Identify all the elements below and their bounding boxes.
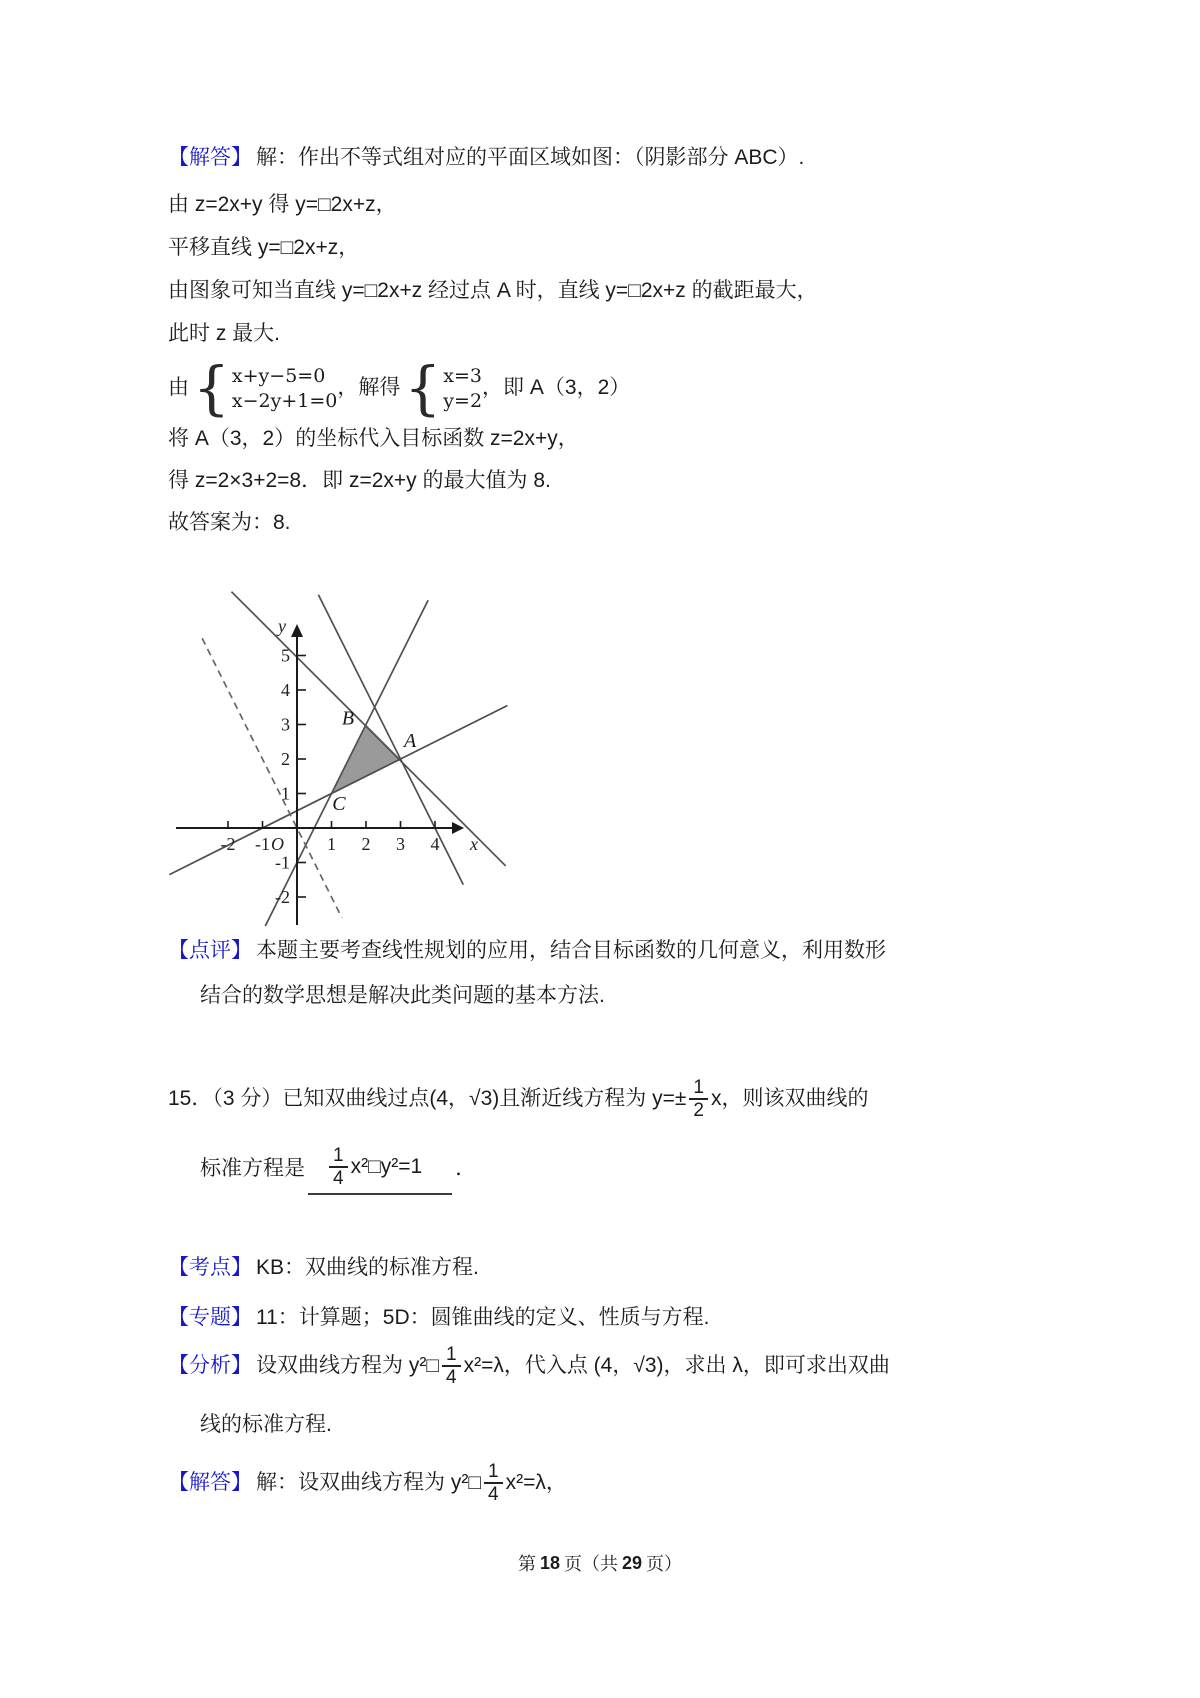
jieda15-pre: 解：设双曲线方程为 y²□ — [256, 1471, 482, 1494]
equation-top: x+y−5=0 — [231, 364, 326, 387]
x-tick-label: 3 — [396, 834, 405, 854]
comment14-line1 — [168, 936, 886, 966]
section-label-jieda: 【解答】 — [168, 1471, 252, 1494]
solution14-answer: 故答案为：8. — [168, 511, 291, 534]
jieda15-fraction — [484, 1462, 503, 1504]
jieda15-post: x²=λ， — [505, 1471, 567, 1494]
solution14-intro-line — [168, 143, 804, 173]
x-tick-label: 1 — [327, 834, 336, 854]
fraction-numerator: 1 — [442, 1345, 461, 1367]
y-tick-label: -1 — [275, 852, 290, 873]
solution-bottom: y=2 — [443, 389, 483, 412]
point-label-C: C — [332, 793, 346, 816]
footer-page-number: 18 — [539, 1552, 560, 1573]
y-tick-label: -2 — [275, 887, 290, 907]
solution14-step3: 由图象可知当直线 y=□2x+z 经过点 A 时，直线 y=□2x+z 的截距最大， — [168, 279, 818, 302]
fraction-numerator: 1 — [689, 1078, 708, 1100]
section-label-kaodian: 【考点】 — [168, 1256, 252, 1279]
footer-post: 页） — [646, 1554, 683, 1574]
fenxi-post: x²=λ，代入点 (4，√3)，求出 λ，即可求出双曲 — [463, 1354, 890, 1377]
plot-line — [318, 595, 463, 885]
y-tick-label: 1 — [281, 783, 290, 804]
y-tick-label: 2 — [281, 749, 290, 769]
problem15-mid: 且渐近线方程为 y=± — [499, 1087, 687, 1110]
solution14-equation-system — [168, 352, 630, 424]
solution-top: x=3 — [443, 364, 483, 387]
y-tick-label: 5 — [281, 645, 290, 666]
fraction-denominator: 4 — [446, 1367, 457, 1388]
equation-stack-2 — [443, 366, 482, 411]
fraction-numerator: 1 — [484, 1462, 503, 1484]
fraction-denominator: 2 — [693, 1100, 704, 1121]
solution14-intro-text: 解：作出不等式组对应的平面区域如图：（阴影部分 ABC）. — [256, 146, 805, 169]
section-label-dianping: 【点评】 — [168, 939, 252, 962]
system-suffix: ，即 A（3，2） — [482, 376, 631, 399]
footer-total-pages: 29 — [622, 1552, 643, 1573]
answer-expression: x²□y²=1 — [350, 1154, 423, 1178]
comment14-text1: 本题主要考查线性规划的应用，结合目标函数的几何意义，利用数形 — [256, 939, 886, 962]
y-tick-label: 3 — [281, 714, 290, 735]
plot-line — [231, 592, 505, 866]
problem15-point: (4，√3) — [429, 1087, 500, 1110]
answer-period: ． — [455, 1157, 477, 1180]
answer-fraction — [329, 1146, 348, 1188]
footer-mid: 页（共 — [564, 1554, 618, 1574]
y-axis-arrow — [291, 624, 303, 637]
left-brace-1: { — [193, 353, 230, 422]
equation-bottom: x−2y+1=0 — [231, 389, 338, 412]
kaodian-line — [168, 1253, 479, 1283]
point-label-B: B — [341, 707, 355, 730]
y-tick-label: 4 — [281, 680, 290, 700]
origin-label: O — [271, 834, 284, 854]
fraction-denominator: 4 — [333, 1167, 344, 1189]
comment14-line2: 结合的数学思想是解决此类问题的基本方法. — [200, 984, 605, 1007]
feasible-region-triangle — [332, 725, 401, 794]
answer-label: 标准方程是 — [200, 1157, 305, 1180]
equation-stack-1 — [232, 366, 337, 411]
x-tick-label: 2 — [361, 834, 371, 854]
point-label-A: A — [403, 729, 417, 752]
left-brace-2: { — [404, 353, 442, 422]
system-mid: ，解得 — [337, 376, 401, 399]
y-axis-label: y — [278, 616, 286, 636]
x-axis-label: x — [470, 834, 478, 854]
system-prefix: 由 — [168, 376, 189, 399]
fenxi-pre: 设双曲线方程为 y²□ — [256, 1354, 440, 1377]
solution14-step2: 平移直线 y=□2x+z， — [168, 236, 360, 259]
solution14-step5: 将 A（3，2）的坐标代入目标函数 z=2x+y， — [168, 427, 579, 450]
problem15-end: x，则该双曲线的 — [710, 1087, 869, 1110]
zhuanti-text: 11：计算题；5D：圆锥曲线的定义、性质与方程. — [256, 1306, 710, 1329]
fenxi-fraction — [442, 1345, 461, 1387]
jieda15-line — [168, 1450, 567, 1516]
x-axis-arrow — [452, 822, 464, 834]
page-footer — [0, 1550, 1200, 1576]
x-tick-label: 4 — [430, 834, 440, 854]
kaodian-text: KB：双曲线的标准方程. — [256, 1256, 479, 1279]
problem15-statement — [168, 1066, 868, 1132]
solution14-step1: 由 z=2x+y 得 y=□2x+z， — [168, 193, 397, 216]
asymptote-fraction — [689, 1078, 708, 1120]
footer-pre: 第 — [517, 1554, 536, 1574]
zhuanti-line — [168, 1303, 709, 1333]
section-label-zhuanti: 【专题】 — [168, 1306, 252, 1329]
section-label-jieda: 【解答】 — [168, 146, 252, 169]
fraction-numerator: 1 — [329, 1146, 348, 1168]
fenxi-line2: 线的标准方程. — [200, 1413, 332, 1436]
answer-blank — [308, 1144, 452, 1195]
fraction-denominator: 4 — [488, 1484, 499, 1505]
x-tick-label: -2 — [220, 834, 236, 854]
problem15-answer-line — [200, 1140, 476, 1198]
linear-programming-figure — [168, 552, 508, 927]
problem15-start: 15．（3 分）已知双曲线过点 — [168, 1087, 430, 1110]
solution14-step6: 得 z=2×3+2=8．即 z=2x+y 的最大值为 8. — [168, 469, 551, 492]
solution14-step4: 此时 z 最大. — [168, 322, 281, 345]
x-tick-label: -1 — [255, 834, 270, 854]
fenxi-line1 — [168, 1333, 890, 1399]
section-label-fenxi: 【分析】 — [168, 1354, 252, 1377]
